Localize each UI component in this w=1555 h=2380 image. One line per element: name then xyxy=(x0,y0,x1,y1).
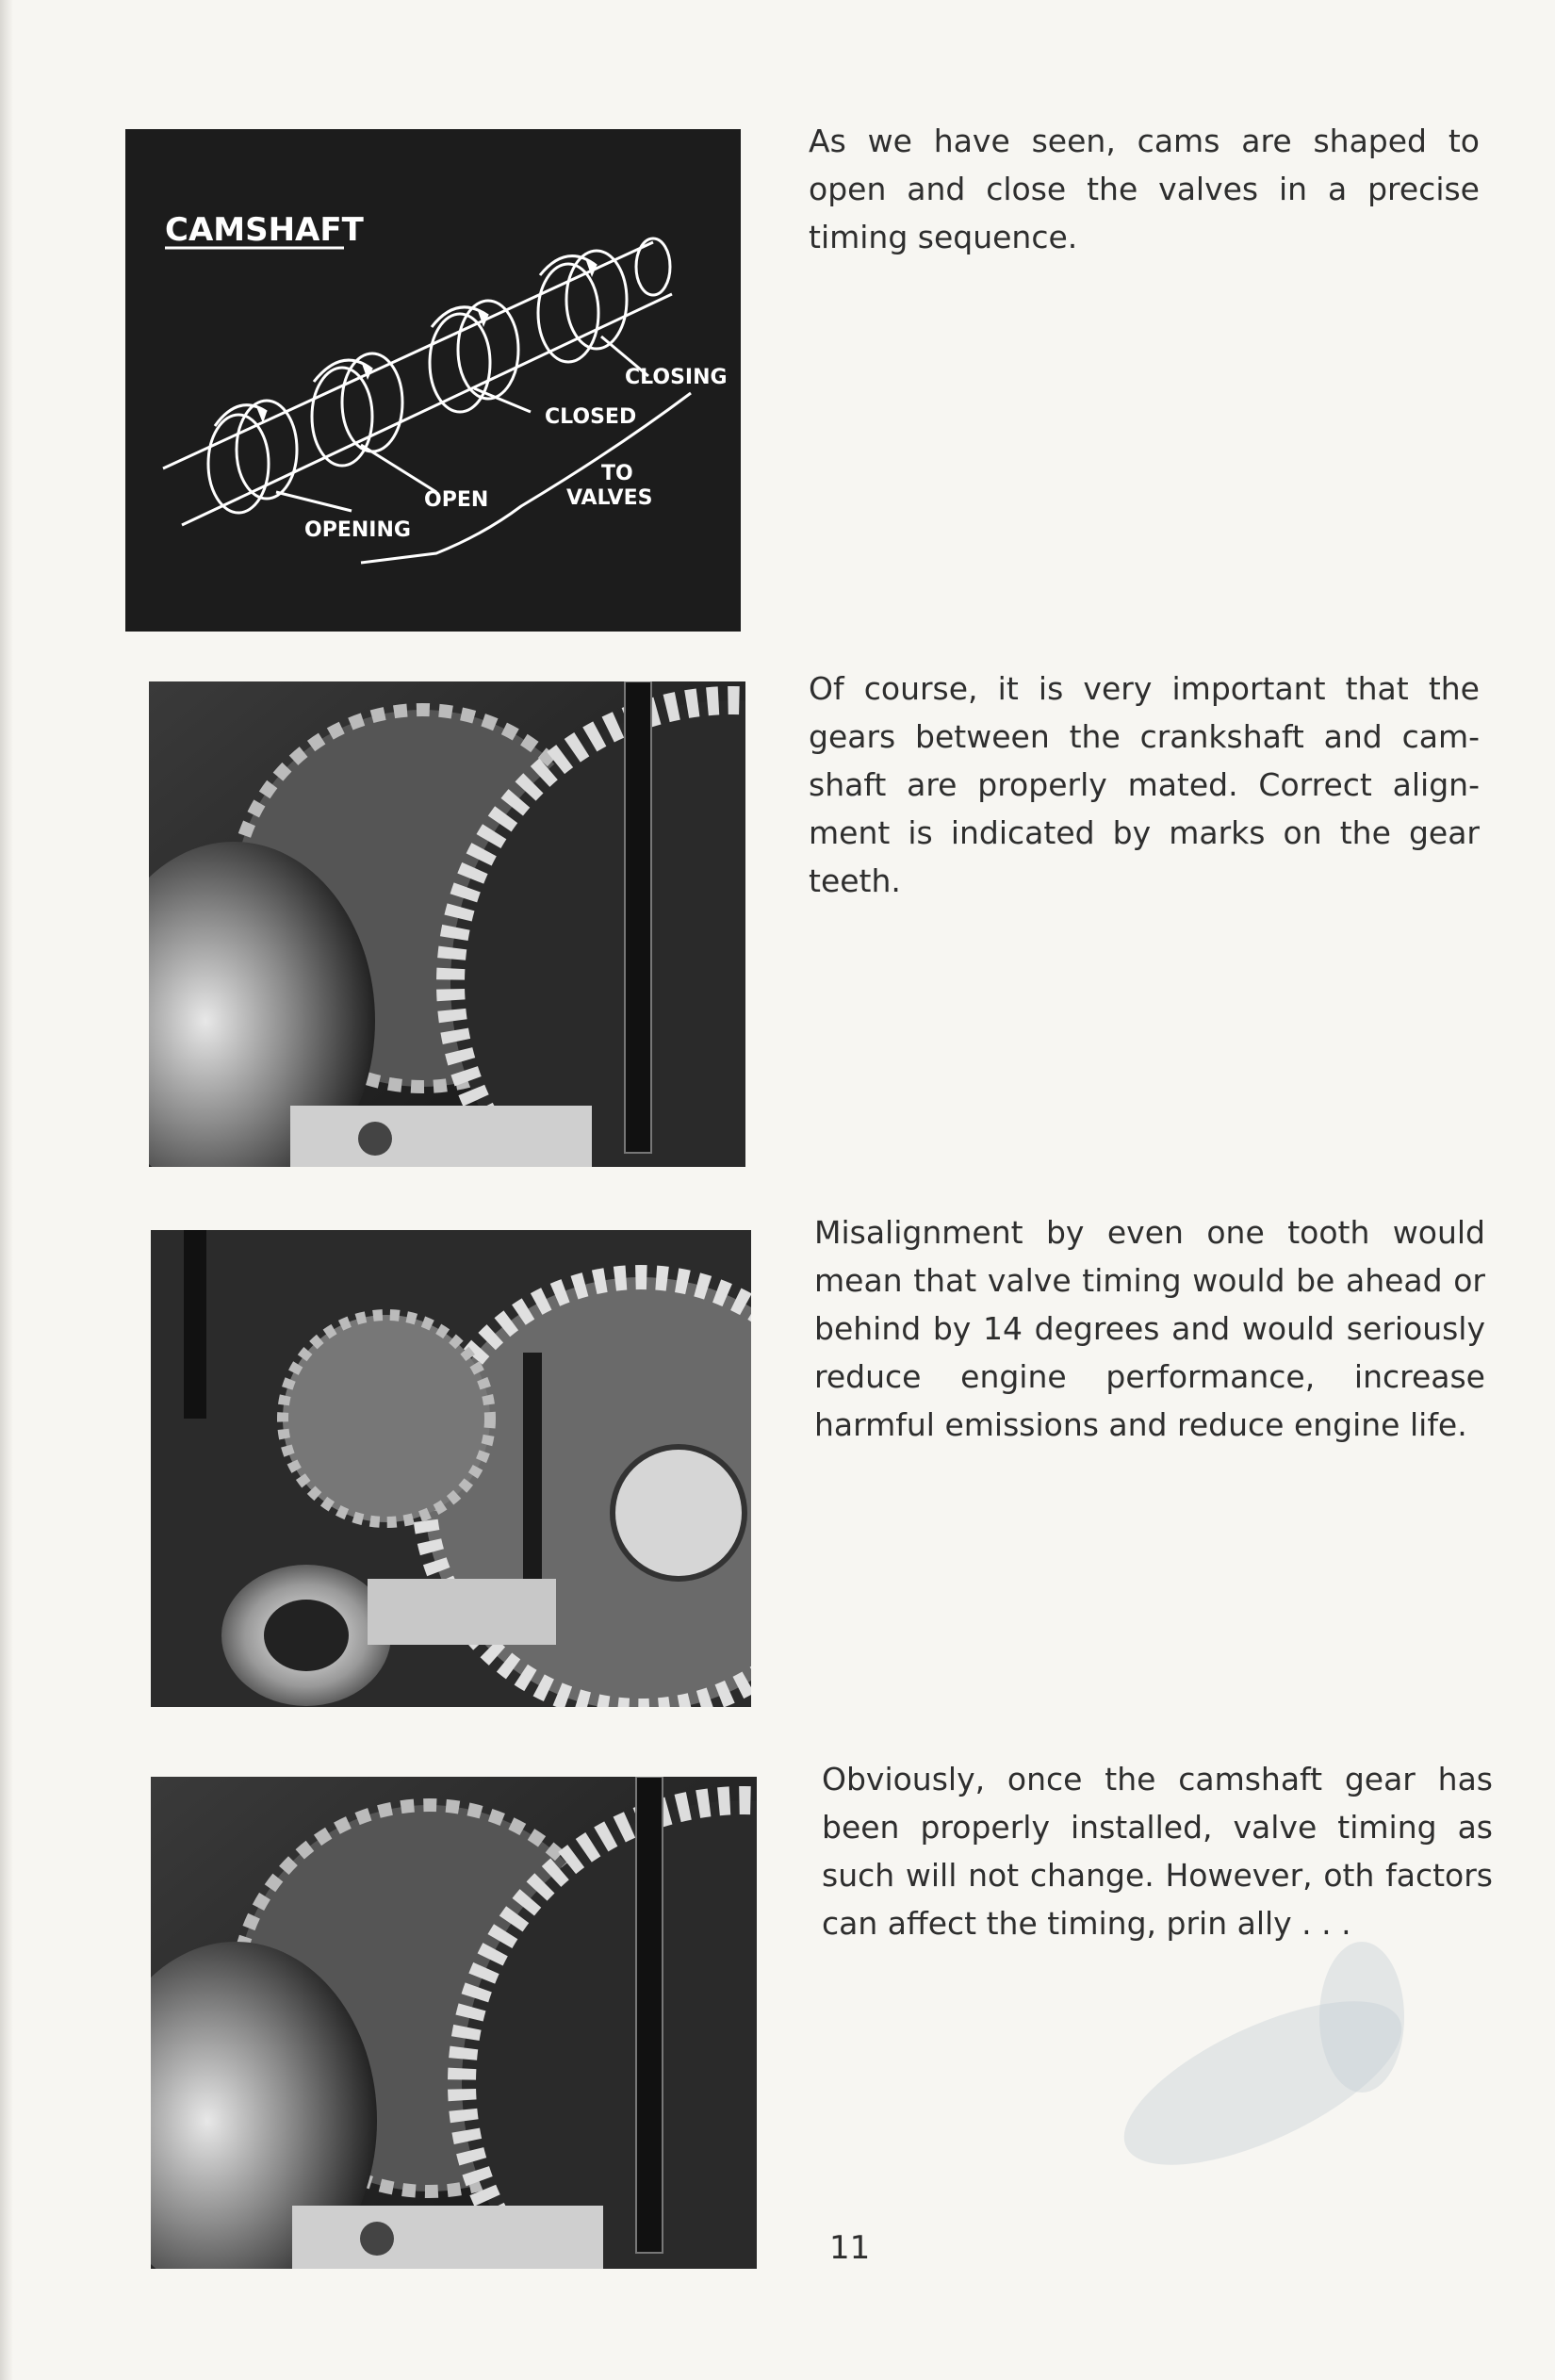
gear-photo-2 xyxy=(151,1230,751,1707)
gear-photo-1-svg xyxy=(149,681,745,1167)
paragraph-timing-factors: Obviously, once the camshaft gear has been properly installed, valve timing as such will not change. However, oth factors can affect the timing, prin ally . . . xyxy=(822,1761,1493,1942)
water-stain-2 xyxy=(1319,1942,1404,2093)
camshaft-diagram-svg xyxy=(125,129,741,632)
gear-photo-2-svg xyxy=(151,1230,751,1707)
camshaft-diagram xyxy=(125,129,741,632)
label-closed: CLOSED xyxy=(545,405,637,429)
page-number: 11 xyxy=(829,2229,871,2267)
diagram-title: CAMSHAFT xyxy=(165,211,364,249)
gear-photo-3-svg xyxy=(151,1777,757,2269)
gear-photo-3 xyxy=(151,1777,757,2269)
paragraph-gear-alignment: Of course, it is very important that the gears between the crankshaft and cam-shaft are properly mated. Correct align-ment is indicated by marks on the gear teeth. xyxy=(809,670,1480,899)
page-gutter xyxy=(0,0,13,2380)
paragraph-misalignment: Misalignment by even one tooth would mean that valve timing would be ahead or behind by 14 degrees and would seriously reduce engine performance, increase harmful emissions and reduce engine life. xyxy=(814,1214,1485,1443)
label-to: TO xyxy=(601,462,633,485)
label-opening: OPENING xyxy=(304,518,411,542)
label-closing: CLOSING xyxy=(625,366,728,389)
gear-photo-1 xyxy=(149,681,745,1167)
paragraph-cams-timing: As we have seen, cams are shaped to open and close the valves in a precise timing sequence. xyxy=(809,123,1480,255)
label-open: OPEN xyxy=(424,488,489,512)
label-valves: VALVES xyxy=(566,486,653,510)
